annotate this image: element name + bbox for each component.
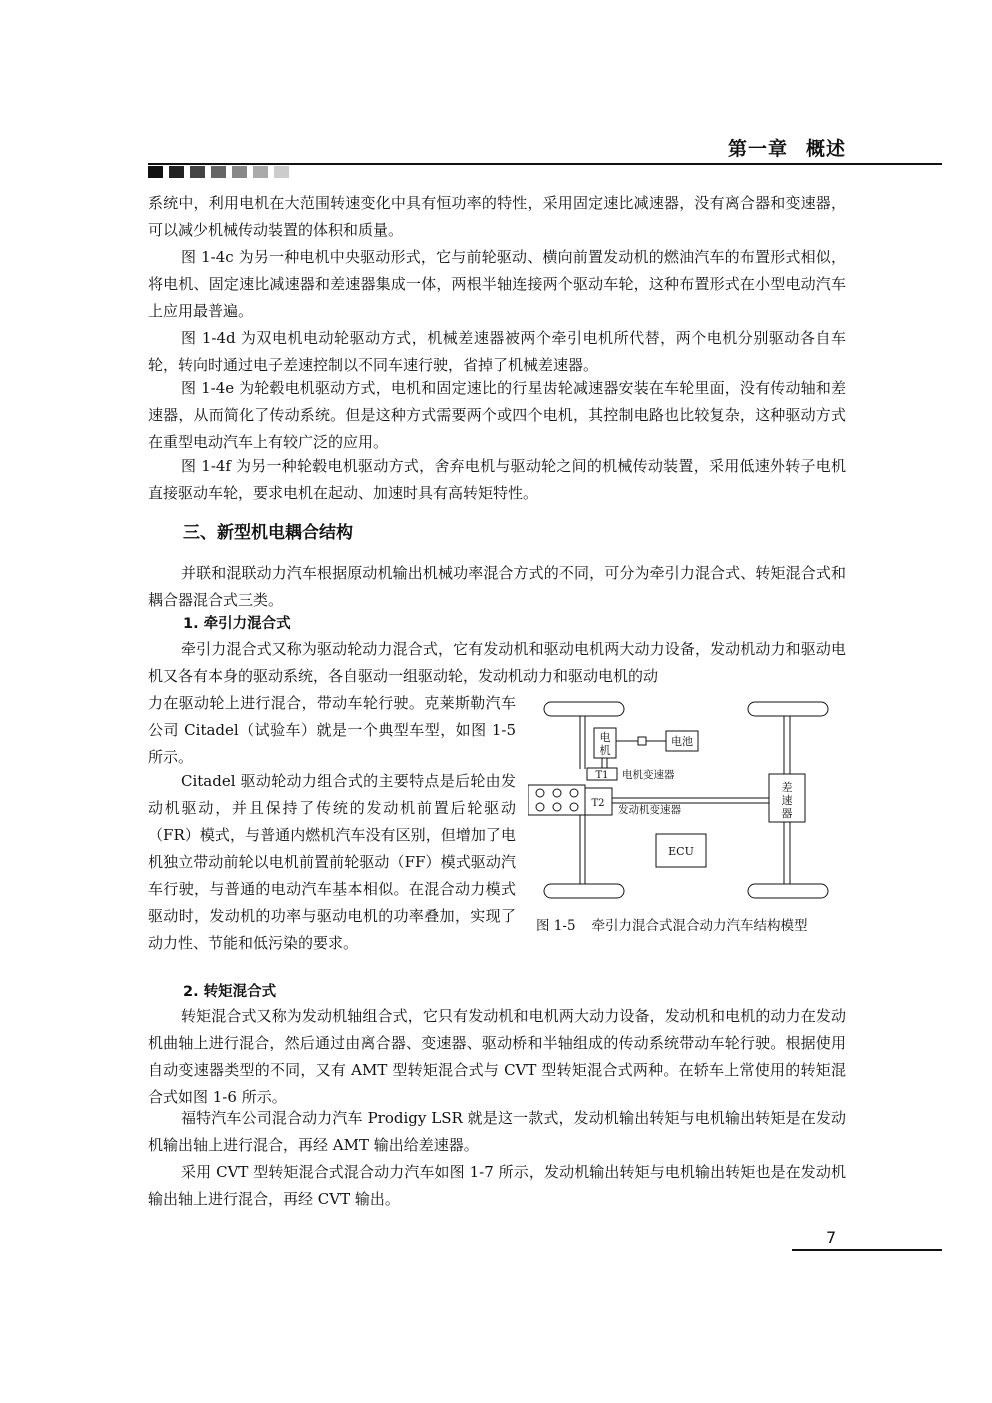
engine-cylinder [570,789,578,797]
battery-label: 电池 [671,735,693,748]
paragraph-2: 图 1-4c 为另一种电机中央驱动形式，它与前轮驱动、横向前置发动机的燃油汽车的布置形式相似，将电机、固定速比减速器和差速器集成一体，两根半轴连接两个驱动车轮，这种布置形式在小型电动汽车上应用最普遍。 [148,248,846,320]
paragraph-9: Citadel 驱动轮动力组合式的主要特点是后轮由发动机驱动，并且保持了传统的发动机前置后轮驱动（FR）模式，与普通内燃机汽车没有区别，但增加了电机独立带动前轮以电机前置前轮驱动（FF）模式驱动汽车行驶，与普通的电动汽车基本相似。在混合动力模式驱动时，发动机的功率与驱动电机的功率叠加，实现了动力性、节能和低污染的要求。 [148,772,516,952]
header-decoration [148,166,289,178]
paragraph-12: 采用 CVT 型转矩混合式混合动力汽车如图 1-7 所示，发动机输出转矩与电机输出转矩也是在发动机输出轴上进行混合，再经 CVT 输出。 [148,1163,846,1208]
paragraph-3: 图 1-4d 为双电机电动轮驱动方式，机械差速器被两个牵引电机所代替，两个电机分别驱动各自车轮，转向时通过电子差速控制以不同车速行驶，省掉了机械差速器。 [148,329,846,374]
figure-caption [536,914,808,934]
engine-cylinder [536,803,544,811]
engine-cylinder [536,789,544,797]
decor-square [253,166,268,178]
page-number: 7 [826,1228,837,1247]
subsection-heading-2: 2. 转矩混合式 [183,984,277,1000]
footer-rule [792,1249,942,1251]
engine-cylinder [570,803,578,811]
paragraph-10: 转矩混合式又称为发动机轴组合式，它只有发动机和电机两大动力设备，发动机和电机的动力在发动机曲轴上进行混合，然后通过由离合器、变速器、驱动桥和半轴组成的传动系统带动车轮行驶。根据使用自动变速器类型的不同，又有 AMT 型转矩混合式与 CVT 型转矩混合式两种。在轿车上常使用的转矩混合式如图 1-6 所示。 [148,1007,846,1106]
section-heading: 三、新型机电耦合结构 [183,523,353,543]
caption-number: 图 1-5 [536,918,576,934]
engine-cylinder [553,789,561,797]
paragraph-5: 图 1-4f 为另一种轮毂电机驱动方式，舍弃电机与驱动轮之间的机械传动装置，采用低速外转子电机直接驱动车轮，要求电机在起动、加速时具有高转矩特性。 [148,457,846,502]
engine-cylinder [553,803,561,811]
decor-square [190,166,205,178]
paragraph-11: 福特汽车公司混合动力汽车 Prodigy LSR 就是这一款式，发动机输出转矩与电机输出转矩是在发动机输出轴上进行混合，再经 AMT 输出给差速器。 [148,1109,846,1154]
decor-square [148,166,163,178]
subsection-heading-1: 1. 牵引力混合式 [183,616,291,632]
t2-label: T2 [591,798,605,809]
paragraph-4: 图 1-4e 为轮毂电机驱动方式，电机和固定速比的行星齿轮减速器安装在车轮里面，没有传动轴和差速器，从而简化了传动系统。但是这种方式需要两个或四个电机，其控制电路也比较复杂，这种驱动方式在重型电动汽车上有较广泛的应用。 [148,379,846,451]
chapter-title: 概述 [805,138,846,160]
connector [638,737,646,745]
t1-label: T1 [595,770,609,781]
decor-square [211,166,226,178]
front-left-wheel [544,702,624,716]
chapter-heading [700,134,846,161]
front-right-wheel [748,702,828,716]
rear-right-wheel [748,884,828,898]
header-rule [148,163,942,165]
decor-square [232,166,247,178]
ecu-label: ECU [668,845,694,858]
differential-label: 差速器 [781,781,793,820]
rear-left-wheel [544,884,624,898]
decor-square [169,166,184,178]
t2-text: 发动机变速器 [618,804,681,816]
decor-square [274,166,289,178]
motor-label: 电机 [599,731,611,757]
paragraph-8: 力在驱动轮上进行混合，带动车轮行驶。克莱斯勒汽车公司 Citadel（试验车）就是一个典型车型，如图 1-5 所示。 [148,694,516,766]
paragraph-7: 牵引力混合式又称为驱动轮动力混合式，它有发动机和驱动电机两大动力设备，发动机动力和驱动电机又各有本身的驱动系统，各自驱动一组驱动轮，发动机动力和驱动电机的动 [148,640,846,685]
vehicle-structure-diagram [528,698,848,918]
paragraph-6: 并联和混联动力汽车根据原动机输出机械功率混合方式的不同，可分为牵引力混合式、转矩混合式和耦合器混合式三类。 [148,564,846,609]
t1-text: 电机变速器 [622,769,675,781]
paragraph-1: 系统中，利用电机在大范围转速变化中具有恒功率的特性，采用固定速比减速器，没有离合器和变速器，可以减少机械传动装置的体积和质量。 [148,194,846,239]
chapter-number: 第一章 [727,138,788,160]
caption-text: 牵引力混合式混合动力汽车结构模型 [591,918,808,934]
